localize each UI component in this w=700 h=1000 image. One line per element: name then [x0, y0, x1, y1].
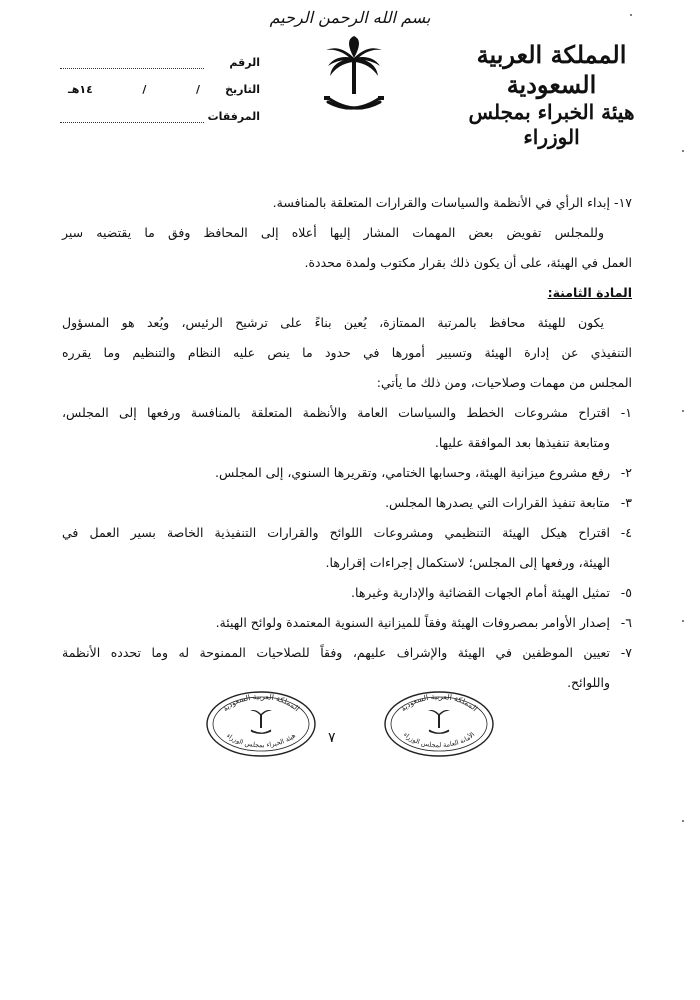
item-number: ٧- — [620, 645, 632, 660]
item-continuation: واللوائح. — [567, 675, 610, 690]
reference-label: الرقم — [229, 56, 260, 69]
paragraph-line: المجلس من مهمات وصلاحيات، ومن ذلك ما يأتي: — [376, 375, 632, 390]
item-continuation: الهيئة، ورفعها إلى المجلس؛ لاستكمال إجراءات إقرارها. — [325, 555, 610, 570]
item-number: ٤- — [620, 525, 632, 540]
paragraph-line: التنفيذي عن إدارة الهيئة وتسيير أمورها في حدود ما ينص عليه النظام والتنظيم وما يقرره — [62, 345, 632, 360]
official-seal-icon — [383, 690, 495, 758]
date-value — [60, 83, 204, 96]
palm-swords-emblem-icon — [322, 36, 386, 118]
item-number: ٣- — [620, 495, 632, 510]
list-item — [62, 518, 632, 548]
list-item — [62, 398, 632, 428]
svg-text:المملكة العربية السعودية: المملكة العربية السعودية — [398, 691, 480, 714]
list-item — [62, 638, 632, 668]
kingdom-name: المملكة العربية السعودية — [476, 40, 627, 99]
item-text: تمثيل الهيئة أمام الجهات القضائية والإدارية وغيرها. — [351, 585, 610, 600]
item-text: إبداء الرأي في الأنظمة والسياسات والقرارات المتعلقة بالمنافسة. — [272, 195, 610, 210]
item-text: اقتراح هيكل الهيئة التنظيمي ومشروعات اللوائح والقرارات التنفيذية الخاصة بسير العمل في — [62, 525, 610, 540]
list-item — [62, 578, 632, 608]
document-body — [62, 188, 632, 698]
paragraph-line: يكون للهيئة محافظ بالمرتبة الممتازة، يُعين بناءً على ترشيح الرئيس، ويُعد هو المسؤول — [62, 315, 604, 330]
paragraph-line: وللمجلس تفويض بعض المهمات المشار إليها أعلاه إلى المحافظ وفق ما يقتضيه سير — [62, 225, 604, 240]
scan-speck — [630, 14, 632, 16]
official-seal-icon — [205, 690, 317, 758]
scan-speck — [682, 820, 684, 822]
article-heading: المادة الثامنة: — [547, 285, 632, 300]
item-text: تعيين الموظفين في الهيئة والإشراف عليهم، وفقاً للصلاحيات الممنوحة له وما تحدده الأنظمة — [62, 645, 610, 660]
item-text: متابعة تنفيذ القرارات التي يصدرها المجلس. — [385, 495, 610, 510]
attachments-label: المرفقات — [207, 110, 260, 123]
page-number: ٧ — [328, 730, 336, 746]
basmala: بسم الله الرحمن الرحيم — [269, 8, 431, 27]
paragraph-line: العمل في الهيئة، على أن يكون ذلك بقرار مكتوب ولمدة محددة. — [304, 255, 632, 270]
hijri-year-suffix: ١٤هـ — [68, 83, 93, 96]
item-number: ٢- — [620, 465, 632, 480]
item-number: ٦- — [620, 615, 632, 630]
item-number: ١٧- — [614, 195, 632, 210]
scan-speck — [682, 410, 684, 412]
list-item — [62, 608, 632, 638]
attachments-row — [60, 96, 260, 123]
svg-text:المملكة العربية السعودية: المملكة العربية السعودية — [220, 691, 302, 714]
reference-row — [60, 42, 260, 69]
svg-text:هيئة الخبراء بمجلس الوزراء: هيئة الخبراء بمجلس الوزراء — [224, 731, 298, 750]
item-number: ١- — [620, 405, 632, 420]
item-text: إصدار الأوامر بمصروفات الهيئة وفقاً للميزانية السنوية المعتمدة ولوائح الهيئة. — [215, 615, 610, 630]
reference-line — [60, 54, 204, 69]
item-number: ٥- — [620, 585, 632, 600]
attachments-line — [60, 108, 204, 123]
date-row — [60, 69, 260, 96]
government-name — [439, 40, 664, 150]
scan-speck — [682, 620, 684, 622]
scan-speck — [682, 150, 684, 152]
authority-name: هيئة الخبراء بمجلس الوزراء — [468, 100, 635, 149]
list-item — [62, 458, 632, 488]
date-label: التاريخ — [225, 83, 260, 96]
letter-meta — [60, 42, 260, 123]
list-item — [62, 488, 632, 518]
date-slash: / — [142, 83, 147, 96]
item-continuation: ومتابعة تنفيذها بعد الموافقة عليها. — [434, 435, 610, 450]
svg-text:الأمانة العامة لمجلس الوزراء: الأمانة العامة لمجلس الوزراء — [401, 730, 477, 750]
date-slash: / — [195, 83, 200, 96]
item-text: رفع مشروع ميزانية الهيئة، وحسابها الختامي، وتقريرها السنوي، إلى المجلس. — [215, 465, 610, 480]
item-text: اقتراح مشروعات الخطط والسياسات العامة والأنظمة المتعلقة بالمنافسة ورفعها إلى المجلس، — [62, 405, 610, 420]
list-item — [62, 188, 632, 218]
